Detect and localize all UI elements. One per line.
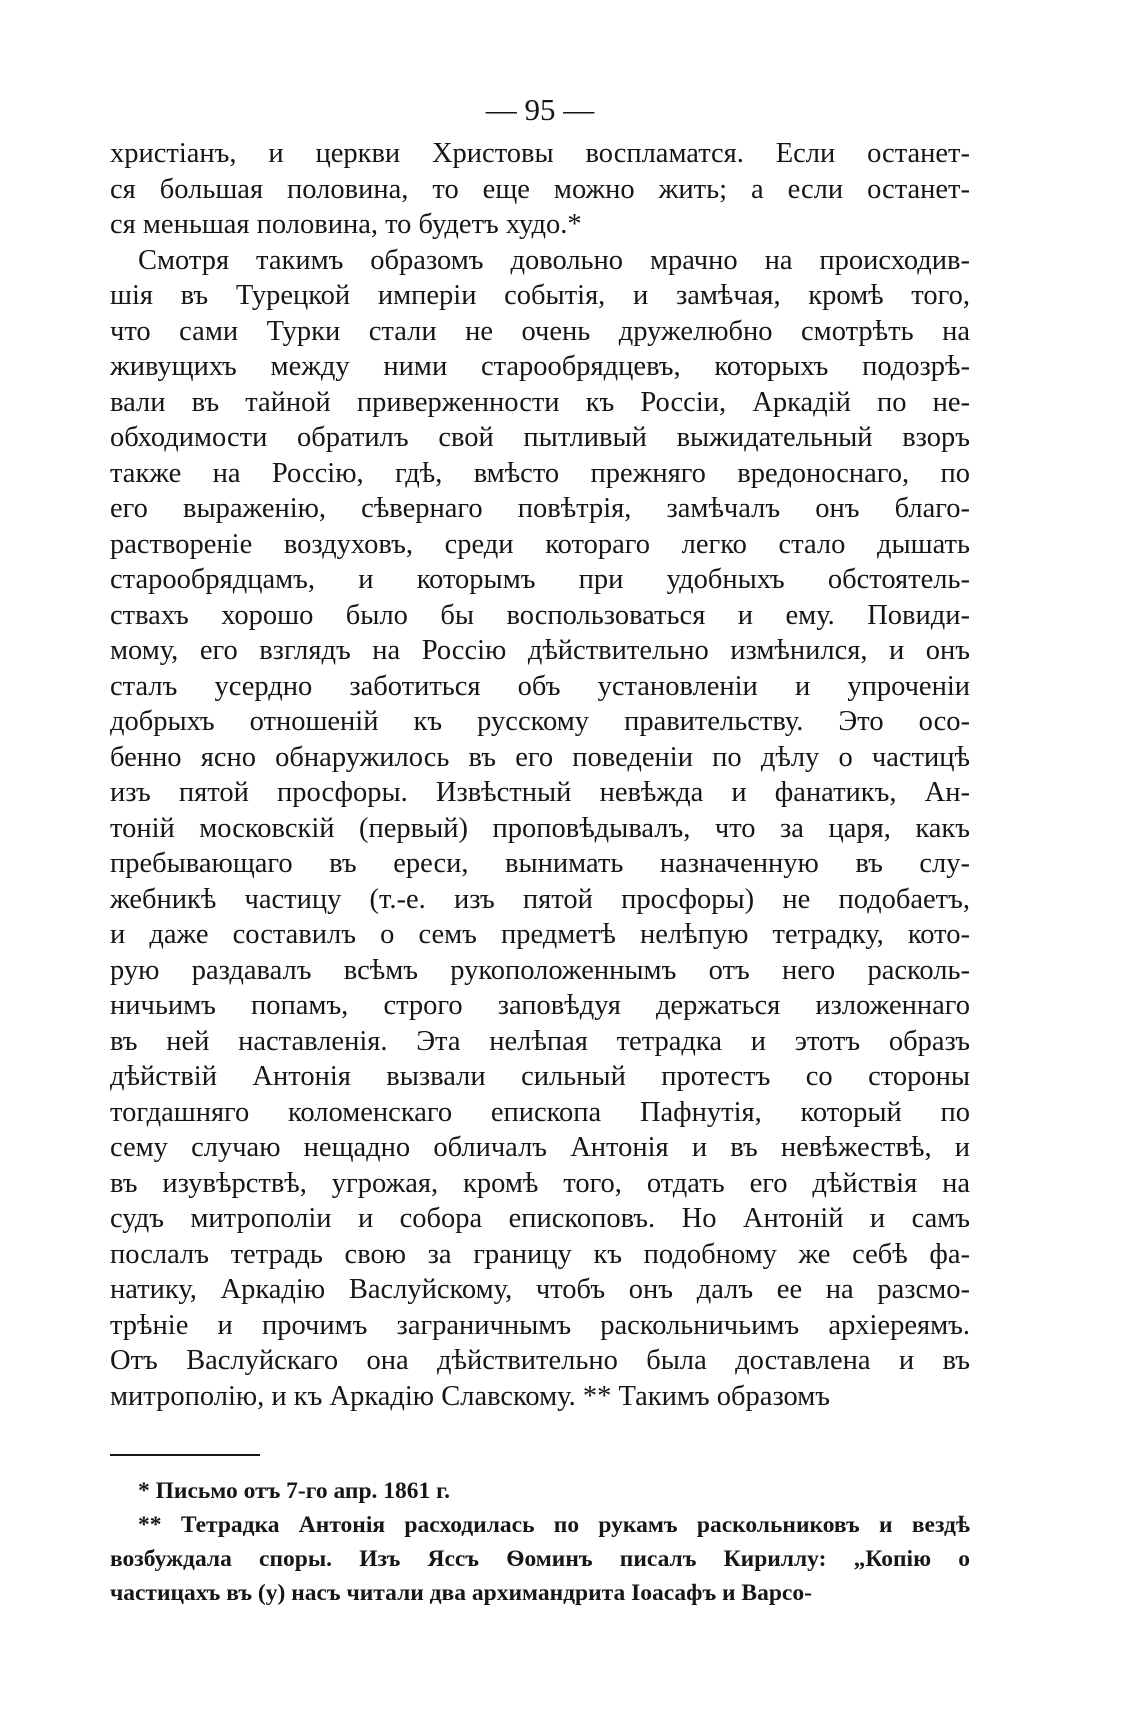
- text-line: жебникѣ частицу (т.-е. изъ пятой просфоры) не подобаетъ,: [110, 883, 970, 915]
- text-line: судъ митрополіи и собора епископовъ. Но Антоній и самъ: [110, 1203, 970, 1234]
- footnote-line: возбуждала споры. Изъ Яссъ Ѳоминъ писалъ Кириллу: „Копію о: [110, 1546, 970, 1572]
- text-line: раствореніе воздуховъ, среди котораго легко стало дышать: [110, 528, 970, 560]
- text-line: ся меньшая половина, то будетъ худо.*: [110, 209, 582, 240]
- text-line: ствахъ хорошо было бы воспользоваться и ему. Повиди-: [110, 599, 970, 631]
- text-line: обходимости обратилъ свой пытливый выжидательный взоръ: [110, 422, 970, 453]
- text-line: ся большая половина, то еще можно жить; а если останет-: [110, 173, 970, 205]
- paragraph: [110, 243, 970, 1415]
- text-line: ничьимъ попамъ, строго заповѣдуя держаться изложеннаго: [110, 990, 970, 1021]
- text-line: мому, его взглядъ на Россію дѣйствительно измѣнился, и онъ: [110, 635, 970, 666]
- text-line: живущихъ между ними старообрядцевъ, которыхъ подозрѣ-: [110, 351, 970, 382]
- text-line: рую раздавалъ всѣмъ рукоположеннымъ отъ него расколь-: [110, 954, 970, 986]
- text-line: что сами Турки стали не очень дружелюбно смотрѣть на: [110, 315, 970, 347]
- text-line: въ изувѣрствѣ, угрожая, кромѣ того, отдать его дѣйствія на: [110, 1167, 970, 1199]
- text-line: тогдашняго коломенскаго епископа Пафнутія, который по: [110, 1096, 970, 1128]
- footnote-line: частицахъ въ (у) насъ читали два архимандрита Іоасафъ и Варсо-: [110, 1580, 812, 1606]
- page-number: — 95 —: [485, 92, 595, 127]
- text-line: добрыхъ отношеній къ русскому правительству. Это осо-: [110, 706, 970, 737]
- text-line: изъ пятой просфоры. Извѣстный невѣжда и фанатикъ, Ан-: [110, 777, 970, 808]
- footnote-line: * Письмо отъ 7-го апр. 1861 г.: [138, 1478, 451, 1504]
- text-line: послалъ тетрадь свою за границу къ подобному же себѣ фа-: [110, 1238, 970, 1270]
- book-page: [110, 88, 970, 1610]
- text-line: пребывающаго въ ереси, вынимать назначенную въ слу-: [110, 848, 970, 879]
- text-line: старообрядцамъ, и которымъ при удобныхъ обстоятель-: [110, 564, 970, 595]
- text-line: сему случаю нещадно обличалъ Антонія и въ невѣжествѣ, и: [110, 1132, 970, 1163]
- text-line: трѣніе и прочимъ заграничнымъ раскольничьимъ архіереямъ.: [110, 1309, 970, 1341]
- text-line: натику, Аркадію Васлуйскому, чтобъ онъ далъ ее на разсмо-: [110, 1274, 970, 1305]
- text-line: сталъ усердно заботиться объ установленіи и упроченіи: [110, 670, 970, 702]
- text-line: шія въ Турецкой имперіи событія, и замѣчая, кромѣ того,: [110, 280, 970, 311]
- text-line: митрополію, и къ Аркадію Славскому. ** Такимъ образомъ: [110, 1380, 831, 1412]
- footnote: [110, 1474, 970, 1508]
- text-line: Смотря такимъ образомъ довольно мрачно на происходив-: [138, 244, 970, 276]
- footnote-separator: [110, 1454, 260, 1456]
- text-line: дѣйствій Антонія вызвали сильный протестъ со стороны: [110, 1061, 970, 1092]
- text-line: Отъ Васлуйскаго она дѣйствительно была доставлена и въ: [110, 1345, 970, 1376]
- footnote: [110, 1508, 970, 1610]
- text-line: тоній московскій (первый) проповѣдывалъ, что за царя, какъ: [110, 812, 970, 844]
- text-line: его выраженію, сѣвернаго повѣтрія, замѣчалъ онъ благо-: [110, 493, 970, 524]
- text-line: и даже составилъ о семъ предметѣ нелѣпую тетрадку, кото-: [110, 919, 970, 950]
- text-line: въ ней наставленія. Эта нелѣпая тетрадка и этотъ образъ: [110, 1025, 970, 1057]
- body-text: [110, 136, 970, 1414]
- footnotes: [110, 1474, 970, 1610]
- footnote-line: ** Тетрадка Антонія расходилась по рукамъ раскольниковъ и вездѣ: [138, 1512, 970, 1538]
- text-line: также на Россію, гдѣ, вмѣсто прежняго вредоноснаго, по: [110, 457, 970, 489]
- text-line: христіанъ, и церкви Христовы воспламатся. Если останет-: [110, 138, 970, 169]
- text-line: бенно ясно обнаружилось въ его поведеніи по дѣлу о частицѣ: [110, 741, 970, 773]
- text-line: вали въ тайной приверженности къ Россіи, Аркадій по не-: [110, 386, 970, 418]
- paragraph: [110, 136, 970, 243]
